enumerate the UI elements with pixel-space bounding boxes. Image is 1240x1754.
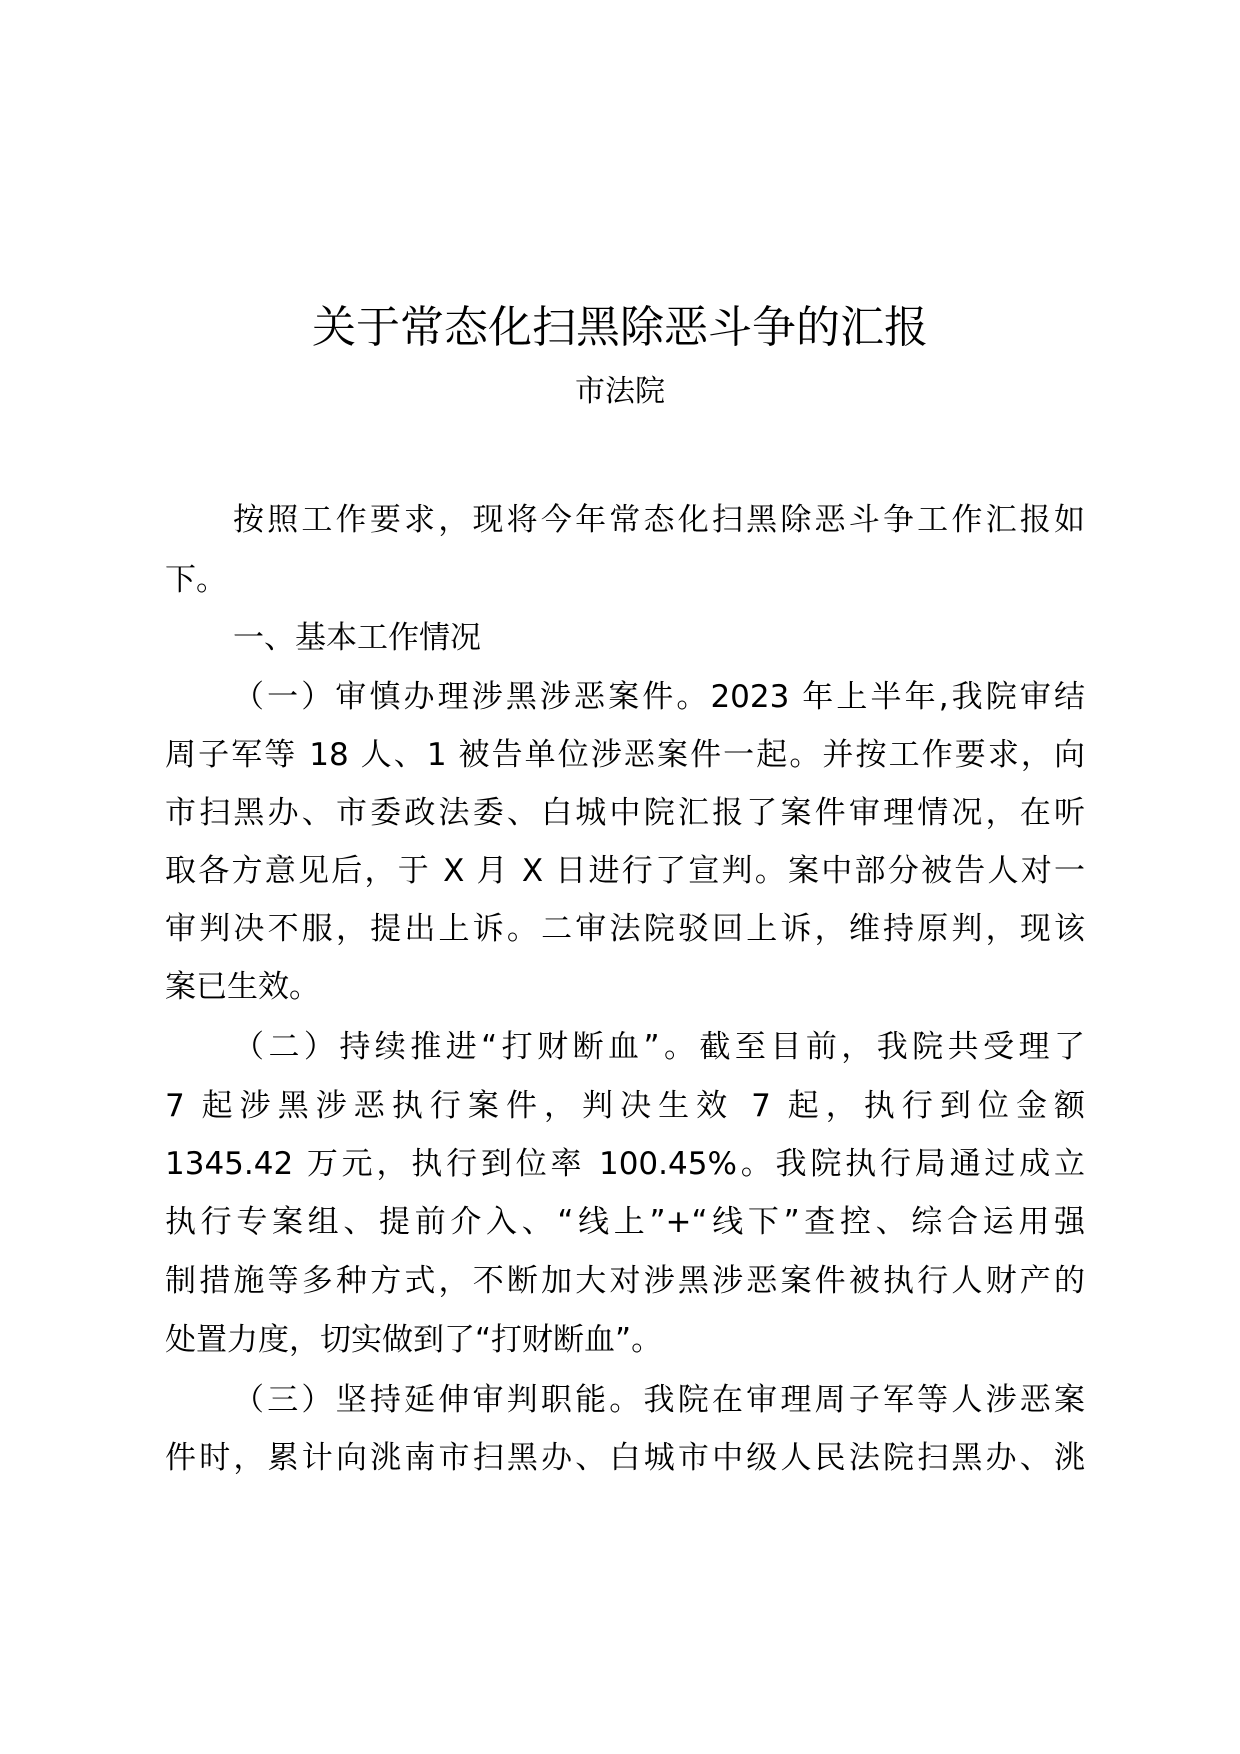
- document-title: 关于常态化扫黑除恶斗争的汇报: [312, 302, 928, 353]
- paragraph-line: 周子军等 18 人、1 被告单位涉恶案件一起。并按工作要求，向: [165, 737, 1085, 773]
- paragraph-line: 取各方意见后，于 X 月 X 日进行了宣判。案中部分被告人对一: [165, 853, 1085, 889]
- paragraph-line: 处置力度，切实做到了“打财断血”。: [165, 1322, 663, 1358]
- paragraph-line: 执行专案组、提前介入、“线上”+“线下”查控、综合运用强: [165, 1204, 1085, 1240]
- paragraph-line: （一）审慎办理涉黑涉恶案件。2023 年上半年,我院审结: [233, 679, 1085, 715]
- paragraph-line: 按照工作要求，现将今年常态化扫黑除恶斗争工作汇报如: [233, 502, 1085, 538]
- paragraph-line: 下。: [165, 562, 227, 598]
- paragraph-line: （三）坚持延伸审判职能。我院在审理周子军等人涉恶案: [233, 1382, 1085, 1418]
- paragraph-line: 市扫黑办、市委政法委、白城中院汇报了案件审理情况，在听: [165, 795, 1085, 831]
- paragraph-line: 件时，累计向洮南市扫黑办、白城市中级人民法院扫黑办、洮: [165, 1440, 1085, 1476]
- section-heading: 一、基本工作情况: [233, 620, 481, 656]
- paragraph-line: 1345.42 万元，执行到位率 100.45%。我院执行局通过成立: [165, 1146, 1085, 1182]
- paragraph-line: （二）持续推进“打财断血”。截至目前，我院共受理了: [233, 1029, 1085, 1065]
- paragraph-line: 制措施等多种方式，不断加大对涉黑涉恶案件被执行人财产的: [165, 1263, 1085, 1299]
- paragraph-line: 案已生效。: [165, 969, 320, 1005]
- paragraph-line: 审判决不服，提出上诉。二审法院驳回上诉，维持原判，现该: [165, 911, 1085, 947]
- paragraph-line: 7 起涉黑涉恶执行案件，判决生效 7 起，执行到位金额: [165, 1088, 1085, 1124]
- document-author: 市法院: [575, 374, 665, 409]
